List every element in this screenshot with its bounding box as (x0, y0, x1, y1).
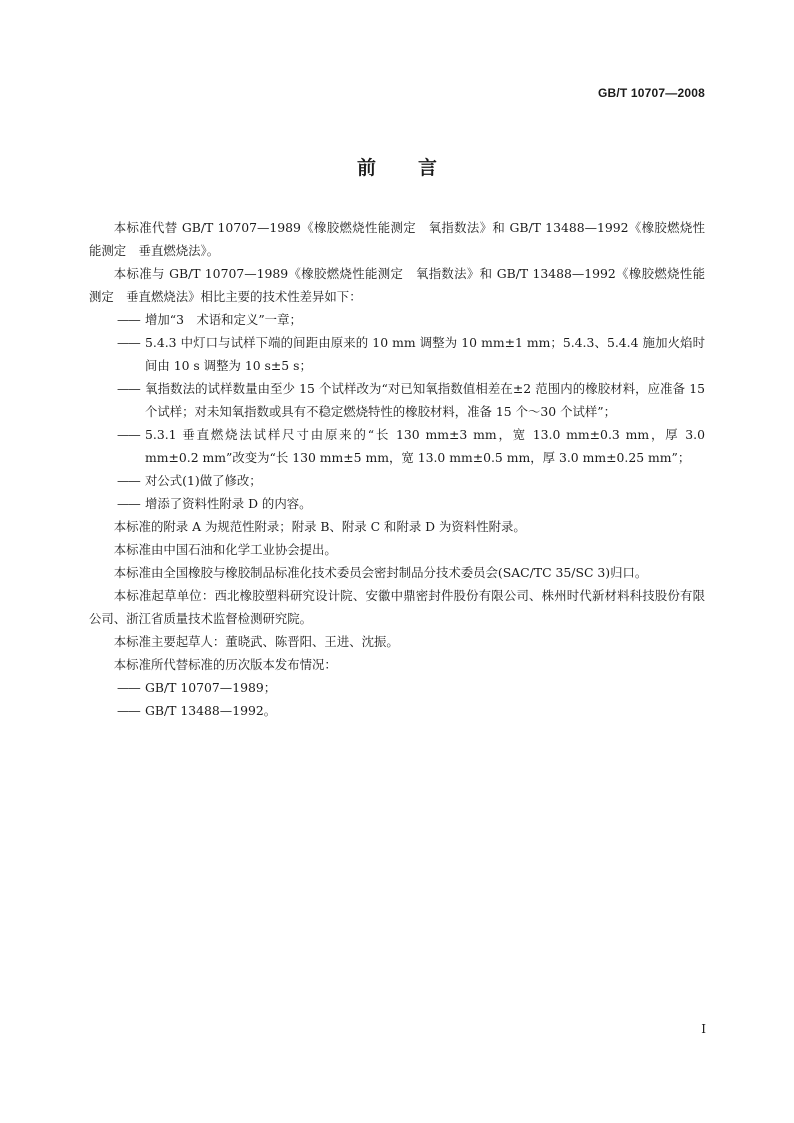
dash-marker: —— (117, 703, 140, 718)
dash-marker: —— (117, 473, 140, 488)
paragraph-proposed-by: 本标准由中国石油和化学工业协会提出。 (113, 542, 337, 557)
paragraph-drafting-units: 本标准起草单位：西北橡胶塑料研究设计院、安徽中鼎密封件股份有限公司、株州时代新材料科技股份有限公司、浙江省质量技术监督检测研究院。 (89, 588, 705, 626)
list-item-text: 增添了资料性附录 D 的内容。 (145, 496, 312, 511)
list-item-text: GB/T 13488—1992。 (145, 703, 277, 718)
list-item-text: GB/T 10707—1989； (145, 680, 277, 695)
paragraph-annexes: 本标准的附录 A 为规范性附录；附录 B、附录 C 和附录 D 为资料性附录。 (113, 519, 526, 534)
paragraph-history: 本标准所代替标准的历次版本发布情况： (113, 657, 337, 672)
foreword-body (89, 216, 705, 722)
standard-code: GB/T 10707—2008 (597, 86, 705, 100)
dash-marker: —— (117, 680, 140, 695)
title-char-1: 前 (356, 157, 376, 179)
list-item (89, 492, 705, 515)
title-char-2: 言 (418, 157, 438, 179)
dash-marker: —— (117, 496, 140, 511)
page-number: I (701, 1022, 706, 1036)
list-item (89, 377, 705, 423)
list-item (89, 676, 705, 699)
paragraph-replacement: 本标准代替 GB/T 10707—1989《橡胶燃烧性能测定 氧指数法》和 GB/T 13488—1992《橡胶燃烧性能测定 垂直燃烧法》。 (89, 220, 705, 258)
page-title (0, 153, 794, 180)
paragraph-drafters: 本标准主要起草人：董晓武、陈晋阳、王进、沈振。 (113, 634, 399, 649)
list-item-text: 5.3.1 垂直燃烧法试样尺寸由原来的“长 130 mm±3 mm，宽 13.0 mm±0.3 mm，厚 3.0 mm±0.2 mm”改变为“长 130 mm±5 mm，宽 13.0 mm±0.5 mm，厚 3.0 mm±0.25 mm”； (145, 427, 705, 465)
dash-marker: —— (117, 381, 140, 396)
dash-marker: —— (117, 427, 140, 442)
list-item (89, 331, 705, 377)
list-item (89, 423, 705, 469)
list-item-text: 增加“3 术语和定义”一章； (145, 312, 302, 327)
dash-marker: —— (117, 335, 140, 350)
list-item (89, 469, 705, 492)
list-item (89, 699, 705, 722)
list-item-text: 对公式(1)做了修改； (145, 473, 262, 488)
paragraph-centralized-by: 本标准由全国橡胶与橡胶制品标准化技术委员会密封制品分技术委员会(SAC/TC 35/SC 3)归口。 (113, 565, 648, 580)
dash-marker: —— (117, 312, 140, 327)
list-item (89, 308, 705, 331)
list-item-text: 5.4.3 中灯口与试样下端的间距由原来的 10 mm 调整为 10 mm±1 mm；5.4.3、5.4.4 施加火焰时间由 10 s 调整为 10 s±5 s； (145, 335, 705, 373)
list-item-text: 氧指数法的试样数量由至少 15 个试样改为“对已知氧指数值相差在±2 范围内的橡胶材料，应准备 15 个试样；对未知氧指数或具有不稳定燃烧特性的橡胶材料，准备 15 个～30 个试样”； (145, 381, 705, 419)
paragraph-differences-intro: 本标准与 GB/T 10707—1989《橡胶燃烧性能测定 氧指数法》和 GB/T 13488—1992《橡胶燃烧性能测定 垂直燃烧法》相比主要的技术性差异如下： (89, 266, 705, 304)
